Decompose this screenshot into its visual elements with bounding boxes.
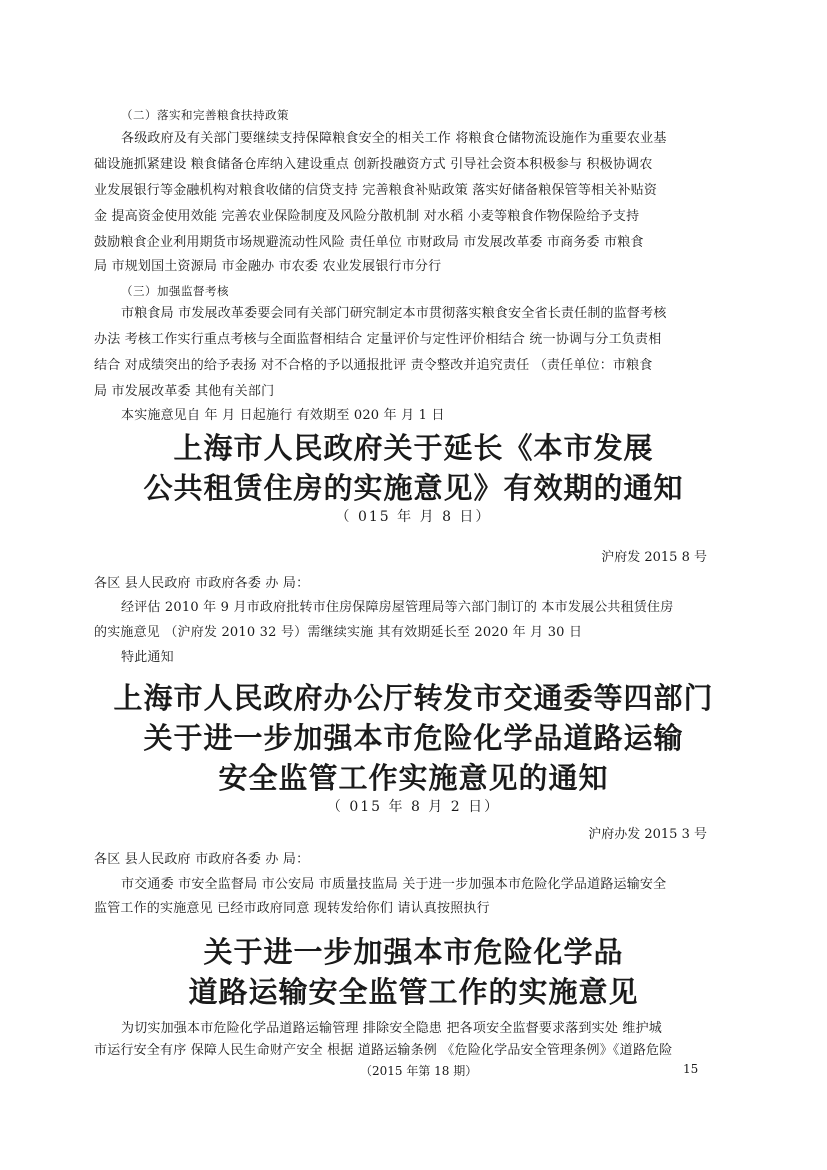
paragraph-line: 特此通知 [121,650,174,665]
paragraph-line: 经评估 2010 年 9 月市政府批转市住房保障房屋管理局等六部门制订的 本市发展公共租赁住房 [121,600,674,615]
paragraph-line: 市运行安全有序 保障人民生命财产安全 根据 道路运输条例 《危险化学品安全管理条例》《道路危险 [94,1043,673,1058]
issue-number: （2015 年第 18 期） [360,1064,478,1078]
paragraph-line: 市交通委 市安全监督局 市公安局 市质量技监局 关于进一步加强本市危险化学品道路运输安全 [121,877,667,892]
notice-title-line: 公共租赁住房的实施意见》有效期的通知 [143,471,684,505]
recipients: 各区 县人民政府 市政府各委 办 局： [94,576,310,591]
paragraph-line: 各级政府及有关部门要继续支持保障粮食安全的相关工作 将粮食仓储物流设施作为重要农业基 [121,131,667,146]
paragraph-line: 办法 考核工作实行重点考核与全面监督相结合 定量评价与定性评价相结合 统一协调与分工负责相 [94,332,662,347]
paragraph-line: 局 市规划国土资源局 市金融办 市农委 农业发展银行市分行 [94,259,442,274]
paragraph-line: 为切实加强本市危险化学品道路运输管理 排除安全隐患 把各项安全监督要求落到实处 维护城 [121,1021,662,1036]
paragraph-line: 市粮食局 市发展改革委要会同有关部门研究制定本市贯彻落实粮食安全省长责任制的监督考核 [121,306,667,321]
paragraph-line: 本实施意见自 年 月 日起施行 有效期至 020 年 月 1 日 [121,408,445,423]
notice-date: （ 015 年 月 8 日） [335,509,492,525]
article-title-line: 关于进一步加强本市危险化学品 [203,935,624,969]
section-heading: （三）加强监督考核 [121,284,229,298]
page-number: 15 [683,1062,699,1076]
notice-title-line: 关于进一步加强本市危险化学品道路运输 [143,721,684,755]
notice-date: （ 015 年 8 月 2 日） [326,799,501,815]
document-number: 沪府发 2015 8 号 [601,550,707,565]
document-number: 沪府办发 2015 3 号 [588,827,707,842]
paragraph-line: 结合 对成绩突出的给予表扬 对不合格的予以通报批评 责令整改并追究责任 （责任单位：市粮食 [94,358,653,373]
section-heading: （二）落实和完善粮食扶持政策 [121,108,289,122]
paragraph-line: 的实施意见 （沪府发 2010 32 号）需继续实施 其有效期延长至 2020 年 月 30 日 [94,625,583,640]
paragraph-line: 础设施抓紧建设 粮食储备仓库纳入建设重点 创新投融资方式 引导社会资本积极参与 积极协调农 [94,157,653,172]
recipients: 各区 县人民政府 市政府各委 办 局： [94,852,310,867]
paragraph-line: 鼓励粮食企业利用期货市场规避流动性风险 责任单位 市财政局 市发展改革委 市商务委 市粮食 [94,235,644,250]
notice-title-line: 安全监管工作实施意见的通知 [218,761,609,795]
notice-title-line: 上海市人民政府办公厅转发市交通委等四部门 [113,681,714,715]
paragraph-line: 监管工作的实施意见 已经市政府同意 现转发给你们 请认真按照执行 [94,901,490,916]
notice-title-line: 上海市人民政府关于延长《本市发展 [173,431,654,465]
article-title-line: 道路运输安全监管工作的实施意见 [188,975,639,1009]
paragraph-line: 业发展银行等金融机构对粮食收储的信贷支持 完善粮食补贴政策 落实好储备粮保管等相关补贴资 [94,183,658,198]
paragraph-line: 金 提高资金使用效能 完善农业保险制度及风险分散机制 对水稻 小麦等粮食作物保险给予支持 [94,209,640,224]
paragraph-line: 局 市发展改革委 其他有关部门 [94,384,275,399]
